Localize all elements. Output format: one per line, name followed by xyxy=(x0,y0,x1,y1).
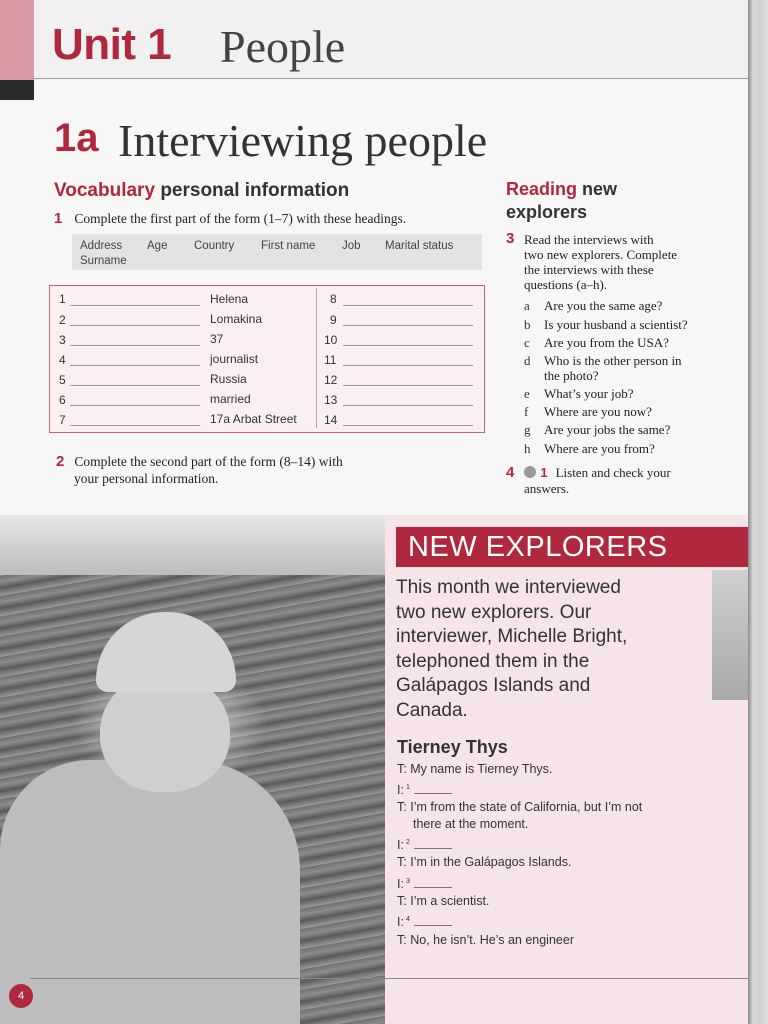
form-row-value: Helena xyxy=(210,292,249,306)
side-photo xyxy=(712,570,748,700)
exercise-3-line: questions (a–h). xyxy=(524,277,608,292)
form-row-num: 7 xyxy=(59,413,66,427)
dialogue-text: My name is Tierney Thys. xyxy=(410,762,553,776)
question-text: Where are you from? xyxy=(544,441,655,456)
reading-heading xyxy=(506,178,716,224)
question-letter: c xyxy=(524,335,530,350)
speaker: T: xyxy=(397,800,407,814)
form-blank[interactable] xyxy=(70,425,200,426)
blank-number: 4 xyxy=(405,916,410,923)
exercise-3-num: 3 xyxy=(506,230,515,247)
speaker: T: xyxy=(397,894,407,908)
intro-line: telephoned them in the xyxy=(396,650,590,672)
dialogue-text: there at the moment. xyxy=(413,817,529,831)
answer-blank[interactable] xyxy=(414,887,452,888)
dialogue-line xyxy=(397,854,571,870)
exercise-1-number: 1 xyxy=(54,210,63,227)
intro-line: Canada. xyxy=(396,699,468,721)
form-blank[interactable] xyxy=(70,405,200,406)
blank-number: 2 xyxy=(405,839,410,846)
question-text: Are you the same age? xyxy=(544,298,663,313)
lesson-title: Interviewing people xyxy=(118,115,488,166)
question-letter: g xyxy=(524,422,531,437)
form-blank[interactable] xyxy=(343,305,473,306)
speaker: I: xyxy=(397,783,404,798)
form-row-num: 9 xyxy=(330,313,337,327)
answer-blank[interactable] xyxy=(414,925,452,926)
form-row-num: 5 xyxy=(59,373,66,387)
form-row-num: 1 xyxy=(59,292,66,306)
intro-line: This month we interviewed xyxy=(396,577,621,598)
header-rule xyxy=(34,78,748,79)
form-blank[interactable] xyxy=(70,325,200,326)
speaker: T: xyxy=(397,933,407,947)
question-letter: e xyxy=(524,386,530,401)
exercise-4-track: 1 xyxy=(540,465,548,480)
form-row-num: 8 xyxy=(330,292,337,306)
photo-sky xyxy=(0,515,385,575)
answer-blank[interactable] xyxy=(414,793,452,794)
form-divider xyxy=(316,288,317,428)
reading-heading-topic: new xyxy=(582,179,618,199)
photo-person-body xyxy=(0,760,300,1024)
question-text: the photo? xyxy=(544,368,599,383)
exercise-4-number: 4 xyxy=(506,464,515,481)
form-row-num: 11 xyxy=(324,353,337,367)
form-row-num: 14 xyxy=(324,413,338,427)
exercise-3-number xyxy=(506,230,514,248)
blank-number: 1 xyxy=(405,784,410,791)
intro-line: two new explorers. Our xyxy=(396,601,592,623)
exercise-1 xyxy=(54,210,406,228)
form-blank[interactable] xyxy=(70,365,200,366)
reading-heading-topic: explorers xyxy=(506,202,588,222)
unit-tab-dark xyxy=(0,80,34,100)
vocabulary-heading xyxy=(54,180,349,202)
heading-word: Age xyxy=(147,240,168,252)
form-blank[interactable] xyxy=(343,385,473,386)
question-text: Where are you now? xyxy=(544,404,652,419)
personal-info-form xyxy=(49,285,485,433)
question-text: Are your jobs the same? xyxy=(544,422,671,437)
form-row-value: Russia xyxy=(210,372,247,386)
exercise-4-text: Listen and check your xyxy=(555,465,671,480)
speaker: I: xyxy=(397,877,404,892)
form-row-num: 2 xyxy=(59,313,66,327)
dialogue-text: I’m in the Galápagos Islands. xyxy=(410,855,572,869)
page-number: 4 xyxy=(9,984,33,1008)
form-row-num: 3 xyxy=(59,333,66,347)
form-row-value: 37 xyxy=(210,332,224,346)
heading-word: Job xyxy=(342,240,361,252)
heading-word: First name xyxy=(261,240,316,252)
footer-rule xyxy=(30,978,748,979)
form-blank[interactable] xyxy=(343,365,473,366)
exercise-4-text: answers. xyxy=(524,481,570,496)
exercise-1-instruction: Complete the first part of the form (1–7) with these headings. xyxy=(74,211,407,226)
headings-box xyxy=(72,234,482,270)
speaker: I: xyxy=(397,838,404,853)
article-banner: NEW EXPLORERS xyxy=(396,527,748,567)
question-letter: f xyxy=(524,404,529,419)
unit-title: People xyxy=(220,21,346,72)
dialogue-line xyxy=(397,893,489,909)
speaker: T: xyxy=(397,762,407,776)
form-blank[interactable] xyxy=(70,345,200,346)
reading-heading-label: Reading xyxy=(506,179,578,199)
dialogue-text: No, he isn’t. He’s an engineer xyxy=(410,933,574,947)
form-row-num: 12 xyxy=(324,373,338,387)
question-text: Who is the other person in xyxy=(544,353,682,368)
heading-word: Address xyxy=(80,240,123,252)
unit-number: Unit 1 xyxy=(52,20,172,69)
exercise-2 xyxy=(56,453,386,487)
question-text: Are you from the USA? xyxy=(544,335,669,350)
heading-word: Country xyxy=(194,240,235,252)
dialogue-text: I’m from the state of California, but I’m not xyxy=(410,800,643,814)
speaker: I: xyxy=(397,915,404,930)
blank-number: 3 xyxy=(405,878,410,885)
form-row-value: 17a Arbat Street xyxy=(210,412,297,426)
question-letter: a xyxy=(524,298,530,313)
intro-line: Galápagos Islands and xyxy=(396,675,591,697)
dialogue-line xyxy=(397,912,452,930)
heading-word: Marital status xyxy=(385,240,454,252)
form-blank[interactable] xyxy=(343,345,473,346)
dialogue-line xyxy=(397,761,552,777)
form-blank[interactable] xyxy=(343,405,473,406)
answer-blank[interactable] xyxy=(414,848,452,849)
vocabulary-heading-label: Vocabulary xyxy=(54,180,156,201)
exercise-3-line: two new explorers. Complete xyxy=(524,247,678,262)
question-letter: d xyxy=(524,353,531,368)
dialogue-line xyxy=(397,932,574,948)
dialogue-line xyxy=(397,835,452,853)
exercise-4 xyxy=(506,464,671,482)
exercise-2-line: your personal information. xyxy=(74,471,219,486)
form-blank[interactable] xyxy=(343,325,473,326)
question-letter: b xyxy=(524,317,531,332)
form-row-value: married xyxy=(210,392,251,406)
form-blank[interactable] xyxy=(343,425,473,426)
speaker: T: xyxy=(397,855,407,869)
form-blank[interactable] xyxy=(70,385,200,386)
unit-tab xyxy=(0,0,34,80)
heading-word: Surname xyxy=(80,255,127,267)
form-row-num: 4 xyxy=(59,353,66,367)
page-binding-edge xyxy=(748,0,768,1024)
exercise-3-line: Read the interviews with xyxy=(524,232,654,247)
exercise-2-line: Complete the second part of the form (8–14) with xyxy=(74,454,343,469)
lesson-number: 1a xyxy=(54,116,99,160)
question-text: What’s your job? xyxy=(544,386,634,401)
dialogue-line xyxy=(397,874,452,892)
form-row-num: 6 xyxy=(59,393,66,407)
intro-line: interviewer, Michelle Bright, xyxy=(396,626,628,648)
form-blank[interactable] xyxy=(70,305,200,306)
form-row-value: Lomakina xyxy=(210,312,263,326)
audio-cd-icon[interactable] xyxy=(524,466,536,478)
dialogue-line xyxy=(397,799,642,815)
exercise-2-number: 2 xyxy=(56,453,65,470)
dialogue-line xyxy=(397,780,452,798)
interviewee-name: Tierney Thys xyxy=(397,737,508,757)
form-row-num: 13 xyxy=(324,393,338,407)
form-row-value: journalist xyxy=(210,352,259,366)
question-text: Is your husband a scientist? xyxy=(544,317,688,332)
question-letter: h xyxy=(524,441,531,456)
article-intro xyxy=(396,576,706,724)
form-row-num: 10 xyxy=(324,333,338,347)
dialogue-text: I’m a scientist. xyxy=(410,894,490,908)
dialogue-line xyxy=(413,816,528,832)
vocabulary-heading-topic: personal information xyxy=(160,180,350,201)
exercise-3-line: the interviews with these xyxy=(524,262,654,277)
